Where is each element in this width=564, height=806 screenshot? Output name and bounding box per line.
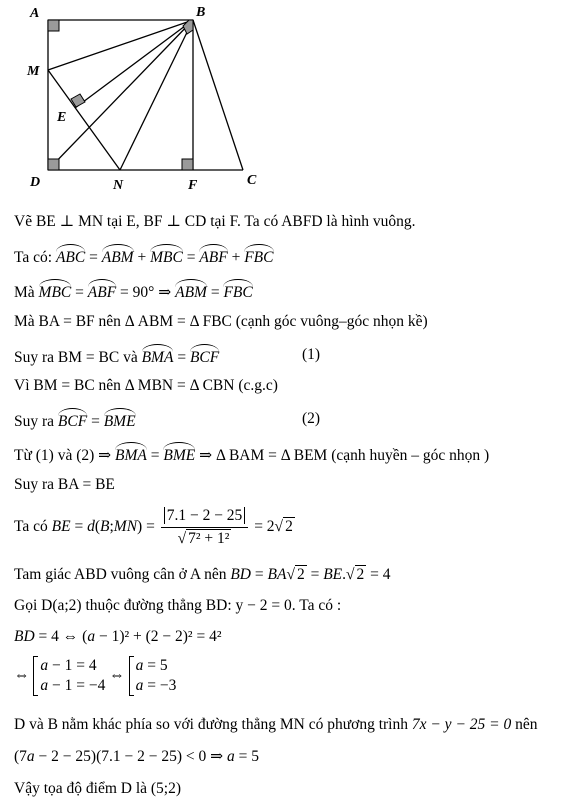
label-n: N — [113, 178, 124, 193]
segment-bc — [193, 20, 243, 170]
label-e: E — [57, 110, 67, 125]
segment-bd — [48, 20, 193, 170]
label-d: D — [30, 175, 41, 190]
text-line-10: Ta có BE = d(B;MN) = $\frac{7.1 - 2 - 25}{\text{√ 7² + 1²}}$ = 2√ 2 — [14, 507, 293, 547]
text-line-3: Mà MBC = ABF = 90° ⇒ ABM = FBC — [14, 280, 253, 303]
text-line-16: (7a − 2 − 25)(7.1 − 2 − 25) < 0 ⇒ a = 5 — [14, 748, 259, 765]
text-line-6: Vì BM = BC nên Δ MBN = Δ CBN (c.g.c) — [14, 377, 278, 394]
label-a: A — [30, 6, 40, 21]
text-line-8: Từ (1) và (2) ⇒ BMA = BME ⇒ Δ BAM = Δ BEM (cạnh huyền – góc nhọn ) — [14, 443, 489, 466]
segment-be — [75, 20, 193, 108]
segment-bn — [120, 20, 193, 170]
text-line-4: Mà BA = BF nên Δ ABM = Δ FBC (cạnh góc vuông–góc nhọn kề) — [14, 313, 428, 330]
label-f: F — [188, 178, 198, 193]
label-c: C — [247, 173, 257, 188]
text-line-2: Ta có: ABC = ABM + MBC = ABF + FBC — [14, 245, 274, 268]
text-line-13: BD = 4 ⇔ (a − 1)² + (2 − 2)² = 4² — [14, 628, 222, 645]
text-line-11: Tam giác ABD vuông cân ở A nên BD = BA√ 2 = BE.√ 2 = 4 — [14, 566, 391, 583]
label-m: M — [27, 64, 40, 79]
geometry-figure — [0, 0, 270, 200]
text-line-12: Gọi D(a;2) thuộc đường thẳng BD: y − 2 = 0. Ta có : — [14, 597, 342, 614]
right-angle-f — [182, 159, 193, 170]
text-line-9: Suy ra BA = BE — [14, 476, 115, 493]
text-line-17: Vậy tọa độ điểm D là (5;2) — [14, 780, 182, 797]
right-angle-a — [48, 20, 59, 31]
right-angle-b — [183, 20, 193, 34]
text-line-14: ⇔ a − 1 = 4 a − 1 = −4 ⇔ a = 5 a = −3 — [14, 657, 177, 694]
text-line-5: Suy ra BM = BC và BMA = BCF (1) — [14, 346, 321, 366]
right-angle-d — [48, 159, 59, 170]
label-b: B — [196, 5, 206, 20]
text-line-1: Vẽ BE ⊥ MN tại E, BF ⊥ CD tại F. Ta có ABFD là hình vuông. — [14, 213, 416, 230]
text-line-7: Suy ra BCF = BME (2) — [14, 410, 321, 430]
text-line-15: D và B nằm khác phía so với đường thẳng MN có phương trình 7x − y − 25 = 0 nên — [14, 716, 538, 733]
segment-bm — [48, 20, 193, 70]
